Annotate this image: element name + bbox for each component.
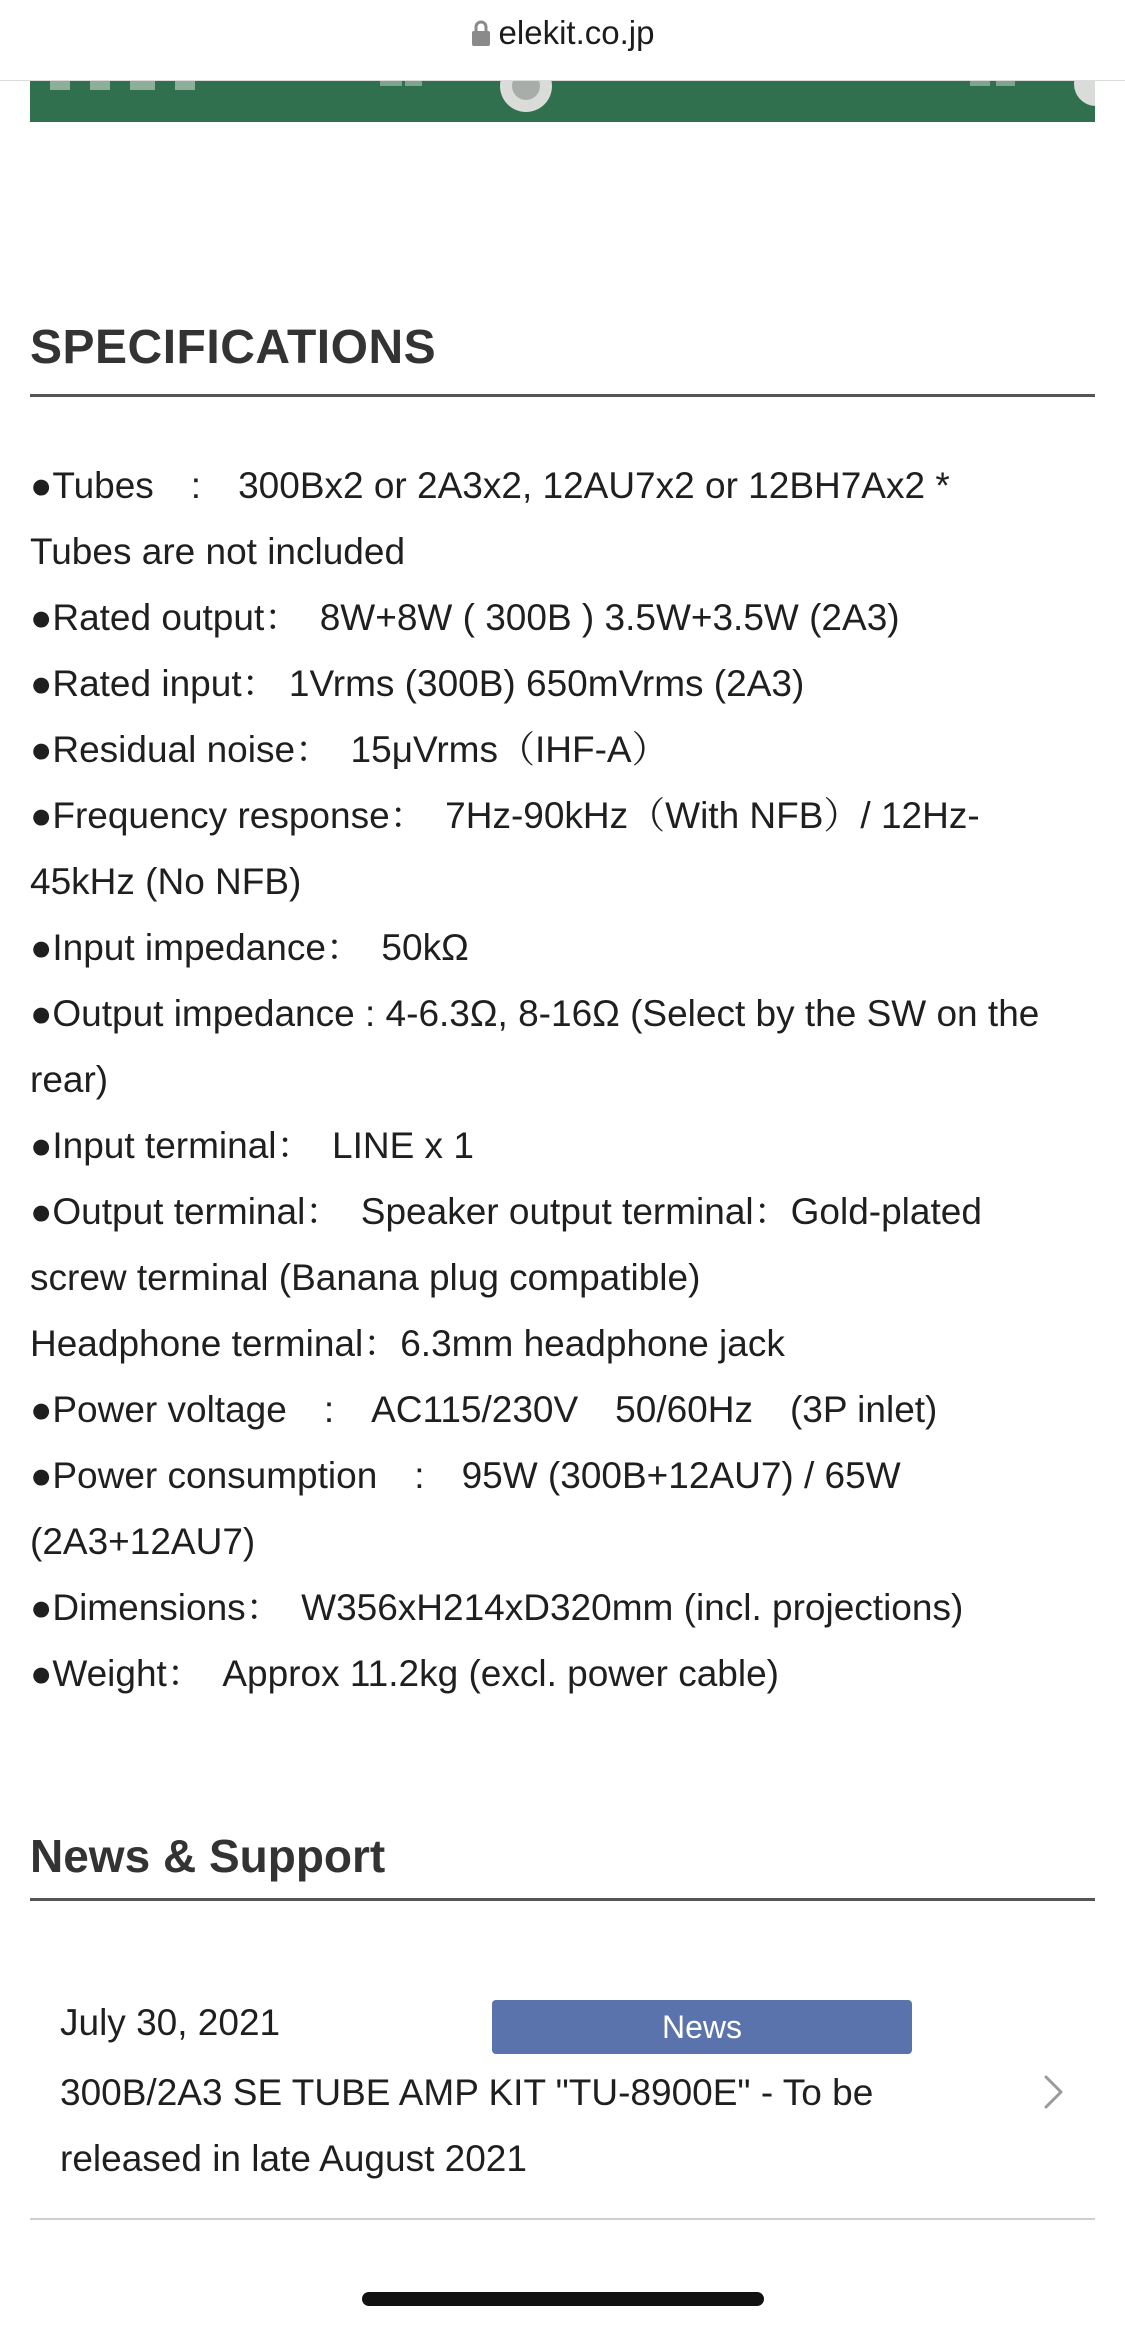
spec-line: Tubes are not included (30, 531, 406, 572)
news-date: July 30, 2021 (60, 2002, 281, 2043)
spec-line: (2A3+12AU7) (30, 1521, 256, 1562)
home-indicator[interactable] (362, 2292, 764, 2306)
specifications-heading (30, 318, 1095, 397)
spec-line: ●Output impedance : 4-6.3Ω, 8-16Ω (Select by the SW on the (30, 993, 1040, 1034)
spec-line: ●Tubes : 300Bx2 or 2A3x2, 12AU7x2 or 12BH7Ax2 * (30, 465, 950, 506)
spec-line: ●Rated output： 8W+8W ( 300B ) 3.5W+3.5W (2A3) (30, 597, 900, 638)
spec-line: ●Output terminal： Speaker output terminal：Gold-plated (30, 1191, 982, 1232)
spec-line: ●Frequency response： 7Hz-90kHz（With NFB）/ 12Hz- (30, 795, 980, 836)
spec-line: 45kHz (No NFB) (30, 861, 302, 902)
spec-line: ●Input impedance： 50kΩ (30, 927, 469, 968)
browser-url-bar[interactable] (0, 0, 1125, 81)
news-support-title: News & Support (30, 1830, 386, 1882)
url-text: elekit.co.jp (498, 14, 655, 51)
chevron-right-icon (1043, 2072, 1065, 2112)
lock-icon (471, 19, 491, 47)
spec-line: ●Power voltage : AC115/230V 50/60Hz (3P inlet) (30, 1389, 938, 1430)
spec-line: rear) (30, 1059, 109, 1100)
spec-line: ●Weight： Approx 11.2kg (excl. power cable) (30, 1653, 779, 1694)
url-display[interactable] (471, 14, 655, 52)
specifications-list (30, 453, 1100, 1707)
spec-line: Headphone terminal：6.3mm headphone jack (30, 1323, 785, 1364)
spec-line: ●Rated input： 1Vrms (300B) 650mVrms (2A3) (30, 663, 805, 704)
spec-line: ●Dimensions： W356xH214xD320mm (incl. projections) (30, 1587, 964, 1628)
product-photo (30, 80, 1095, 122)
news-category-badge: News (492, 2000, 912, 2054)
spec-line: ●Input terminal： LINE x 1 (30, 1125, 474, 1166)
news-title-link[interactable]: 300B/2A3 SE TUBE AMP KIT "TU-8900E" - To be released in late August 2021 (60, 2072, 874, 2179)
news-support-heading (30, 1826, 1095, 1901)
news-list-item[interactable] (30, 1960, 1095, 2220)
specifications-title: SPECIFICATIONS (30, 321, 437, 374)
spec-line: ●Power consumption : 95W (300B+12AU7) / 65W (30, 1455, 901, 1496)
spec-line: screw terminal (Banana plug compatible) (30, 1257, 701, 1298)
spec-line: ●Residual noise： 15μVrms（IHF-A） (30, 729, 669, 770)
